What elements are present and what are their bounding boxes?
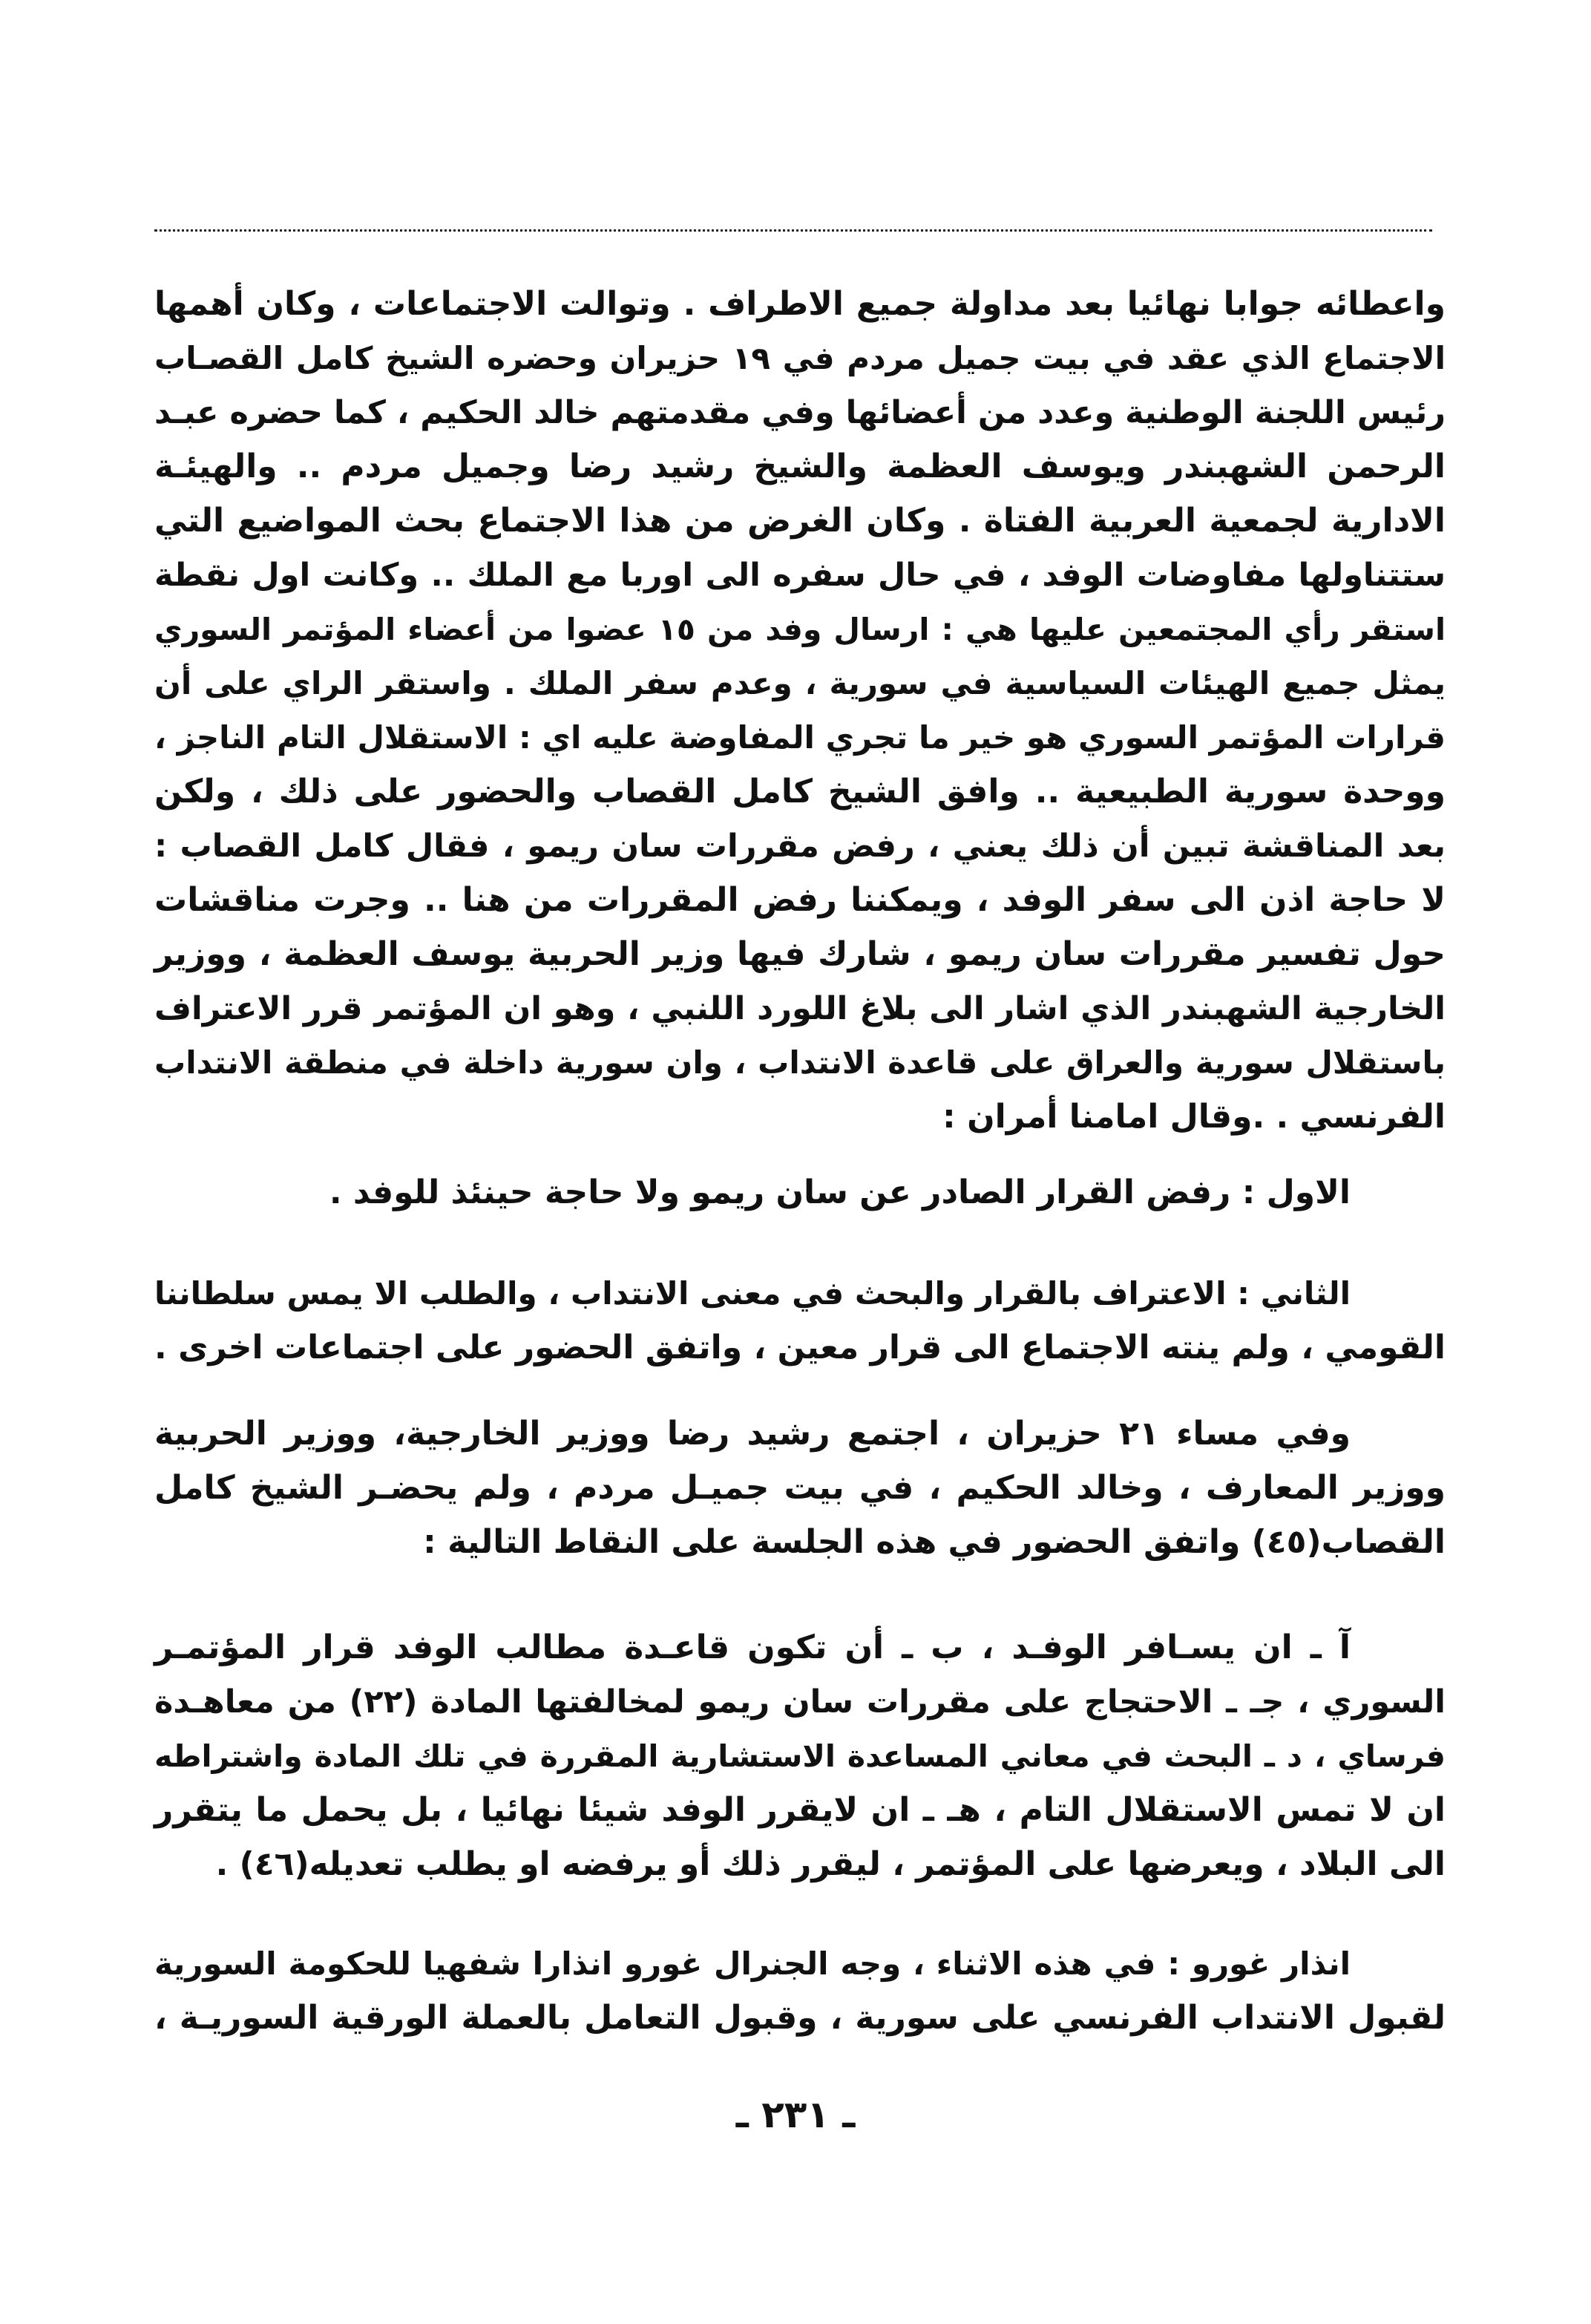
- text-line: ان لا تمس الاستقلال التام ، هـ ـ ان لايقرر الوفد شيئا نهائيا ، بل يحمل ما يتقرر: [154, 1791, 1446, 1829]
- section-heading: انذار غورو :: [1167, 1945, 1351, 1982]
- text-line: الثاني : الاعتراف بالقرار والبحث في معنى الانتداب ، والطلب الا يمس سلطاننا: [154, 1275, 1351, 1312]
- text-line: قرارات المؤتمر السوري هو خير ما تجري المفاوضة عليه اي : الاستقلال التام الناجز ،: [154, 719, 1446, 756]
- text-line: واعطائه جوابا نهائيا بعد مداولة جميع الاطراف . وتوالت الاجتماعات ، وكان أهمها: [154, 285, 1446, 323]
- page-number: ـ ٢٣١ ـ: [735, 2093, 856, 2136]
- text-line: الاول : رفض القرار الصادر عن سان ريمو ولا حاجة حينئذ للوفد .: [329, 1174, 1351, 1211]
- text-line: وفي مساء ٢١ حزيران ، اجتمع رشيد رضا ووزير الخارجية، ووزير الحربية: [154, 1415, 1351, 1453]
- text-line: ستتناولها مفاوضات الوفد ، في حال سفره الى اوربا مع الملك .. وكانت اول نقطة: [154, 557, 1446, 594]
- text-line: الاجتماع الذي عقد في بيت جميل مردم في ١٩ حزيران وحضره الشيخ كامل القصـاب: [154, 340, 1446, 376]
- text-line: حول تفسير مقررات سان ريمو ، شارك فيها وزير الحربية يوسف العظمة ، ووزير: [154, 935, 1446, 973]
- text-line: باستقلال سورية والعراق على قاعدة الانتداب ، وان سورية داخلة في منطقة الانتداب: [154, 1044, 1446, 1081]
- text-line: لا حاجة اذن الى سفر الوفد ، ويمكننا رفض المقررات من هنا .. وجرت مناقشات: [154, 881, 1446, 919]
- text-line: ووزير المعارف ، وخالد الحكيم ، في بيت جميـل مردم ، ولم يحضـر الشيخ كامل: [154, 1469, 1446, 1507]
- text-line: القومي ، ولم ينته الاجتماع الى قرار معين ، واتفق الحضور على اجتماعات اخرى .: [154, 1329, 1446, 1366]
- text-run: في هذه الاثناء ، وجه الجنرال غورو انذارا شفهيا للحكومة السورية: [154, 1945, 1156, 1982]
- text-line: الخارجية الشهبندر الذي اشار الى بلاغ اللورد اللنبي ، وهو ان المؤتمر قرر الاعتراف: [154, 990, 1446, 1027]
- text-line: استقر رأي المجتمعين عليها هي : ارسال وفد من ١٥ عضوا من أعضاء المؤتمر السوري: [154, 612, 1446, 647]
- text-line: آ ـ ان يسـافر الوفـد ، ب ـ أن تكون قاعـدة مطالب الوفد قرار المؤتمـر: [154, 1629, 1351, 1666]
- text-line: يمثل جميع الهيئات السياسية في سورية ، وعدم سفر الملك . واستقر الراي على أن: [154, 665, 1446, 701]
- text-line: بعد المناقشة تبين أن ذلك يعني ، رفض مقررات سان ريمو ، فقال كامل القصاب :: [154, 828, 1446, 865]
- text-line: رئيس اللجنة الوطنية وعدد من أعضائها وفي مقدمتهم خالد الحكيم ، كما حضره عبـد: [154, 394, 1446, 431]
- text-line: فرساي ، د ـ البحث في معاني المساعدة الاستشارية المقررة في تلك المادة واشتراطه: [154, 1738, 1446, 1774]
- text-line: القصاب(٤٥) واتفق الحضور في هذه الجلسة على النقاط التالية :: [423, 1523, 1446, 1561]
- text-line: لقبول الانتداب الفرنسي على سورية ، وقبول التعامل بالعملة الورقية السوريـة ،: [154, 1999, 1446, 2037]
- text-line: الادارية لجمعية العربية الفتاة . وكان الغرض من هذا الاجتماع بحث المواضيع التي: [154, 502, 1446, 540]
- text-line: الفرنسي . .وقال امامنا أمران :: [942, 1098, 1446, 1136]
- text-line: الرحمن الشهبندر ويوسف العظمة والشيخ رشيد رضا وجميل مردم .. والهيئـة: [154, 448, 1446, 485]
- text-line: الى البلاد ، ويعرضها على المؤتمر ، ليقرر ذلك أو يرفضه او يطلب تعديله(٤٦) .: [215, 1845, 1446, 1883]
- header-rule: [154, 229, 1432, 232]
- text-line: السوري ، جـ ـ الاحتجاج على مقررات سان ريمو لمخالفتها المادة (٢٢) من معاهـدة: [154, 1683, 1446, 1721]
- text-line: ووحدة سورية الطبيعية .. وافق الشيخ كامل القصاب والحضور على ذلك ، ولكن: [154, 773, 1446, 811]
- text-line: [154, 1937, 1446, 1991]
